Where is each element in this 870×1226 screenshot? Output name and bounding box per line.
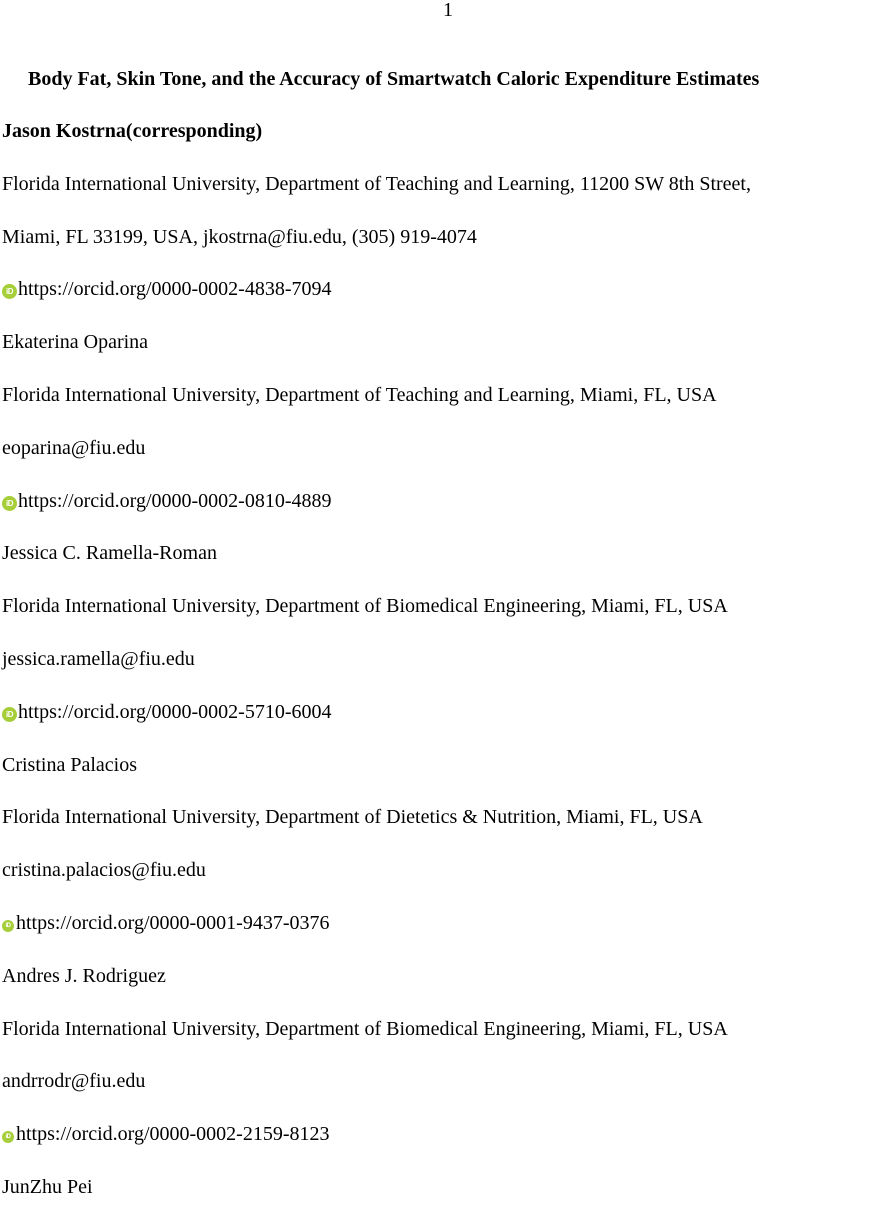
author-affiliation: Florida International University, Department of Dietetics & Nutrition, Miami, FL, USA: [2, 806, 703, 829]
author-name: Cristina Palacios: [2, 753, 137, 776]
orcid-link[interactable]: https://orcid.org/0000-0001-9437-0376: [16, 911, 330, 934]
author-orcid: [2, 1120, 868, 1173]
author-affiliation-contact: Miami, FL 33199, USA, jkostrna@fiu.edu, (305) 919-4074: [2, 225, 477, 248]
author-orcid: [2, 487, 868, 540]
paper-title: Body Fat, Skin Tone, and the Accuracy of Smartwatch Caloric Expenditure Estimates: [28, 68, 760, 90]
author-orcid: [2, 698, 868, 751]
author-affiliation: Florida International University, Department of Teaching and Learning, Miami, FL, USA: [2, 383, 717, 406]
author-orcid: [2, 909, 868, 962]
orcid-link[interactable]: https://orcid.org/0000-0002-4838-7094: [18, 278, 332, 301]
orcid-icon: iD: [2, 920, 14, 932]
author-email[interactable]: cristina.palacios@fiu.edu: [2, 859, 206, 882]
orcid-icon: iD: [2, 284, 17, 299]
orcid-link[interactable]: https://orcid.org/0000-0002-0810-4889: [18, 489, 332, 512]
orcid-icon: iD: [2, 1131, 14, 1143]
author-affiliation: Florida International University, Department of Teaching and Learning, 11200 SW 8th Street,: [2, 172, 751, 195]
orcid-link[interactable]: https://orcid.org/0000-0002-2159-8123: [16, 1123, 330, 1146]
author-list: [2, 117, 868, 1226]
author-email[interactable]: eoparina@fiu.edu: [2, 436, 146, 459]
author-affiliation: Florida International University, Department of Biomedical Engineering, Miami, FL, USA: [2, 1017, 728, 1040]
orcid-link[interactable]: https://orcid.org/0000-0002-5710-6004: [18, 700, 332, 723]
page-number: 1: [443, 0, 453, 21]
orcid-icon: iD: [2, 707, 17, 722]
orcid-icon: iD: [2, 496, 17, 511]
author-name: Ekaterina Oparina: [2, 331, 149, 354]
author-orcid: [2, 275, 868, 328]
author-name: Jason Kostrna(corresponding): [2, 120, 263, 142]
author-name: Andres J. Rodriguez: [2, 964, 166, 987]
author-email[interactable]: jessica.ramella@fiu.edu: [2, 647, 195, 670]
author-name: Jessica C. Ramella-Roman: [2, 542, 217, 565]
author-email[interactable]: andrrodr@fiu.edu: [2, 1070, 146, 1093]
author-name: JunZhu Pei: [2, 1175, 93, 1198]
author-affiliation: Florida International University, Department of Biomedical Engineering, Miami, FL, USA: [2, 595, 728, 618]
